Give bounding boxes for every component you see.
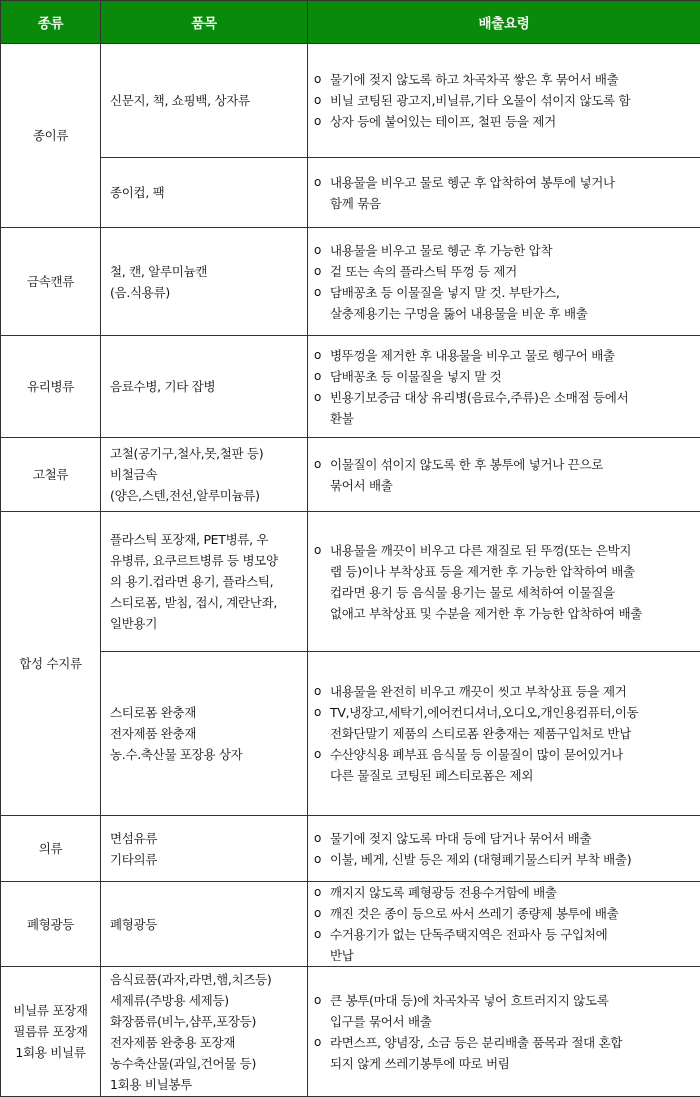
item-cell xyxy=(101,967,308,1097)
method-text xyxy=(330,90,696,111)
item-text: 스티로폼 완충재 xyxy=(110,702,303,723)
method-bullet xyxy=(314,702,696,744)
item-text: 스티로폼, 받침, 접시, 계란난좌, xyxy=(110,592,303,613)
method-line: 담배꽁초 등 이물질을 넣지 말 것 xyxy=(330,366,696,387)
category-name: 유리병류 xyxy=(3,376,98,397)
method-bullet xyxy=(314,681,696,702)
item-text: 면섬유류 xyxy=(110,828,303,849)
item-cell xyxy=(101,438,308,512)
method-line: 입구를 묶어서 배출 xyxy=(330,1011,696,1032)
item-text: 음료수병, 기타 잡병 xyxy=(110,376,303,397)
method-cell xyxy=(308,158,700,228)
method-bullet xyxy=(314,90,696,111)
category-name: 고철류 xyxy=(3,464,98,485)
item-text: 플라스틱 포장재, PET병류, 우 xyxy=(110,529,303,550)
method-text xyxy=(330,681,696,702)
method-line: 깨지지 않도록 폐형광등 전용수거함에 배출 xyxy=(330,882,696,903)
method-line: 없애고 부착상표 및 수분을 제거한 후 가능한 압착하여 배출 xyxy=(330,603,696,624)
item-cell xyxy=(101,816,308,882)
method-cell xyxy=(308,228,700,336)
category-name: 종이류 xyxy=(3,125,98,146)
category-cell xyxy=(1,438,101,512)
method-bullet xyxy=(314,540,696,624)
method-line: 물기에 젖지 않도록 마대 등에 담거나 묶어서 배출 xyxy=(330,828,696,849)
method-bullet xyxy=(314,828,696,849)
bullet-mark: o xyxy=(314,849,330,870)
method-line: 겉 또는 속의 플라스틱 뚜껑 등 제거 xyxy=(330,261,696,282)
bullet-mark: o xyxy=(314,345,330,366)
method-line: 함께 묶음 xyxy=(330,193,696,214)
item-text: (음.식용류) xyxy=(110,282,303,303)
method-bullet xyxy=(314,882,696,903)
item-text: 고철(공기구,철사,못,철판 등) xyxy=(110,443,303,464)
method-text xyxy=(330,903,696,924)
method-line: 담배꽁초 등 이물질을 넣지 말 것. 부탄가스, xyxy=(330,282,696,303)
category-cell xyxy=(1,228,101,336)
method-bullet xyxy=(314,903,696,924)
method-bullet xyxy=(314,454,696,496)
table-row xyxy=(1,228,700,336)
method-cell xyxy=(308,652,700,816)
header-method: 배출요령 xyxy=(308,1,700,44)
method-line: 컵라면 용기 등 음식물 용기는 물로 세척하여 이물질을 xyxy=(330,582,696,603)
item-cell xyxy=(101,512,308,652)
method-bullet xyxy=(314,345,696,366)
method-text xyxy=(330,454,696,496)
method-bullet xyxy=(314,1032,696,1074)
method-cell xyxy=(308,438,700,512)
method-line: 비닐 코팅된 광고지,비닐류,기타 오물이 섞이지 않도록 함 xyxy=(330,90,696,111)
method-line: 라면스프, 양념장, 소금 등은 분리배출 품목과 절대 혼합 xyxy=(330,1032,696,1053)
method-text xyxy=(330,366,696,387)
method-cell xyxy=(308,336,700,438)
category-cell xyxy=(1,336,101,438)
category-name: 합성 수지류 xyxy=(3,653,98,674)
item-text: 종이컵, 팩 xyxy=(110,182,303,203)
method-cell xyxy=(308,816,700,882)
bullet-mark: o xyxy=(314,540,330,561)
method-line: 다른 물질로 코팅된 페스티로폼은 제외 xyxy=(330,765,696,786)
item-text: 세제류(주방용 세제등) xyxy=(110,990,303,1011)
method-bullet xyxy=(314,69,696,90)
category-cell xyxy=(1,882,101,967)
method-text xyxy=(330,702,696,744)
method-line: 내용물을 깨끗이 비우고 다른 재질로 된 뚜껑(또는 은박지 xyxy=(330,540,696,561)
method-line: 상자 등에 붙어있는 테이프, 철핀 등을 제거 xyxy=(330,111,696,132)
category-name: 금속캔류 xyxy=(3,271,98,292)
item-text: 일반용기 xyxy=(110,613,303,634)
header-item: 품목 xyxy=(101,1,308,44)
category-name: 폐형광등 xyxy=(3,914,98,935)
method-text xyxy=(330,744,696,786)
method-text xyxy=(330,540,696,624)
bullet-mark: o xyxy=(314,261,330,282)
method-text xyxy=(330,282,696,324)
bullet-mark: o xyxy=(314,90,330,111)
method-text xyxy=(330,261,696,282)
category-name: 1회용 비닐류 xyxy=(3,1042,98,1063)
item-text: 전자제품 완충재 xyxy=(110,723,303,744)
category-cell xyxy=(1,967,101,1097)
method-text xyxy=(330,111,696,132)
item-text: 농.수.축산물 포장용 상자 xyxy=(110,744,303,765)
method-line: 수산양식용 폐부표 음식물 등 이물질이 많이 묻어있거나 xyxy=(330,744,696,765)
bullet-mark: o xyxy=(314,282,330,303)
item-cell xyxy=(101,882,308,967)
item-cell xyxy=(101,652,308,816)
category-name: 의류 xyxy=(3,838,98,859)
item-cell xyxy=(101,228,308,336)
bullet-mark: o xyxy=(314,744,330,765)
method-line: 랩 등)이나 부착상표 등을 제거한 후 가능한 압착하여 배출 xyxy=(330,561,696,582)
item-text: 화장품류(비누,샴푸,포장등) xyxy=(110,1011,303,1032)
item-cell xyxy=(101,158,308,228)
method-line: 전화단말기 제품의 스티로폼 완충재는 제품구입처로 반납 xyxy=(330,723,696,744)
bullet-mark: o xyxy=(314,903,330,924)
method-text xyxy=(330,828,696,849)
method-line: 내용물을 비우고 물로 헹군 후 압착하여 봉투에 넣거나 xyxy=(330,172,696,193)
method-text xyxy=(330,990,696,1032)
method-line: 이불, 베게, 신발 등은 제외 (대형폐기물스티커 부착 배출) xyxy=(330,849,696,870)
item-text: 전자제품 완충용 포장재 xyxy=(110,1032,303,1053)
item-text: (양은,스텐,전선,알루미늄류) xyxy=(110,485,303,506)
bullet-mark: o xyxy=(314,702,330,723)
category-cell xyxy=(1,512,101,816)
bullet-mark: o xyxy=(314,366,330,387)
table-row xyxy=(1,816,700,882)
method-bullet xyxy=(314,990,696,1032)
method-line: 빈용기보증금 대상 유리병(음료수,주류)은 소매점 등에서 xyxy=(330,387,696,408)
method-line: 큰 봉투(마대 등)에 차곡차곡 넣어 흐트러지지 않도록 xyxy=(330,990,696,1011)
item-text: 비철금속 xyxy=(110,464,303,485)
method-line: 수거용기가 없는 단독주택지역은 전파사 등 구입처에 xyxy=(330,924,696,945)
method-line: 물기에 젖지 않도록 하고 차곡차곡 쌓은 후 묶어서 배출 xyxy=(330,69,696,90)
bullet-mark: o xyxy=(314,924,330,945)
table-row xyxy=(1,438,700,512)
method-line: TV,냉장고,세탁기,에어컨디셔너,오디오,개인용컴퓨터,이동 xyxy=(330,702,696,723)
bullet-mark: o xyxy=(314,69,330,90)
bullet-mark: o xyxy=(314,240,330,261)
method-text xyxy=(330,172,696,214)
method-text xyxy=(330,924,696,966)
item-text: 철, 캔, 알루미늄캔 xyxy=(110,261,303,282)
method-line: 내용물을 비우고 물로 헹군 후 가능한 압착 xyxy=(330,240,696,261)
method-line: 병뚜껑을 제거한 후 내용물을 비우고 물로 헹구어 배출 xyxy=(330,345,696,366)
bullet-mark: o xyxy=(314,882,330,903)
method-text xyxy=(330,387,696,429)
item-cell xyxy=(101,336,308,438)
category-name: 비닐류 포장재 xyxy=(3,1000,98,1021)
bullet-mark: o xyxy=(314,828,330,849)
table-row xyxy=(1,652,700,816)
bullet-mark: o xyxy=(314,990,330,1011)
method-bullet xyxy=(314,172,696,214)
item-text: 유병류, 요쿠르트병류 등 병모양 xyxy=(110,550,303,571)
method-cell xyxy=(308,44,700,158)
table-row xyxy=(1,336,700,438)
table-body xyxy=(1,44,700,1097)
bullet-mark: o xyxy=(314,681,330,702)
header-category: 종류 xyxy=(1,1,101,44)
method-line: 살충제용기는 구멍을 뚫어 내용물을 비운 후 배출 xyxy=(330,303,696,324)
method-line: 반납 xyxy=(330,945,696,966)
method-text xyxy=(330,1032,696,1074)
method-text xyxy=(330,849,696,870)
bullet-mark: o xyxy=(314,454,330,475)
method-bullet xyxy=(314,924,696,966)
method-text xyxy=(330,345,696,366)
header-row xyxy=(1,1,700,44)
category-cell xyxy=(1,816,101,882)
table-row xyxy=(1,512,700,652)
method-bullet xyxy=(314,261,696,282)
method-line: 되지 않게 쓰레기봉투에 따로 버림 xyxy=(330,1053,696,1074)
method-bullet xyxy=(314,366,696,387)
method-cell xyxy=(308,967,700,1097)
method-line: 깨진 것은 종이 등으로 싸서 쓰레기 종량제 봉투에 배출 xyxy=(330,903,696,924)
item-text: 기타의류 xyxy=(110,849,303,870)
item-text: 신문지, 책, 쇼핑백, 상자류 xyxy=(110,90,303,111)
method-text xyxy=(330,69,696,90)
method-bullet xyxy=(314,282,696,324)
method-text xyxy=(330,882,696,903)
item-text: 폐형광등 xyxy=(110,914,303,935)
table-row xyxy=(1,967,700,1097)
bullet-mark: o xyxy=(314,387,330,408)
table-row xyxy=(1,44,700,158)
item-text: 농수축산물(과일,건어물 등) xyxy=(110,1053,303,1074)
bullet-mark: o xyxy=(314,1032,330,1053)
table-row xyxy=(1,882,700,967)
bullet-mark: o xyxy=(314,111,330,132)
method-bullet xyxy=(314,240,696,261)
method-bullet xyxy=(314,744,696,786)
method-cell xyxy=(308,512,700,652)
method-bullet xyxy=(314,849,696,870)
method-line: 묶어서 배출 xyxy=(330,475,696,496)
method-bullet xyxy=(314,387,696,429)
bullet-mark: o xyxy=(314,172,330,193)
method-bullet xyxy=(314,111,696,132)
category-name: 필름류 포장재 xyxy=(3,1021,98,1042)
method-line: 환불 xyxy=(330,408,696,429)
method-line: 내용물을 완전히 비우고 깨끗이 씻고 부착상표 등을 제거 xyxy=(330,681,696,702)
item-cell xyxy=(101,44,308,158)
method-cell xyxy=(308,882,700,967)
item-text: 1회용 비닐봉투 xyxy=(110,1074,303,1095)
item-text: 의 용기.컵라면 용기, 플라스틱, xyxy=(110,571,303,592)
method-line: 이물질이 섞이지 않도록 한 후 봉투에 넣거나 끈으로 xyxy=(330,454,696,475)
table-row xyxy=(1,158,700,228)
method-text xyxy=(330,240,696,261)
item-text: 음식료품(과자,라면,햄,치즈등) xyxy=(110,969,303,990)
category-cell xyxy=(1,44,101,228)
